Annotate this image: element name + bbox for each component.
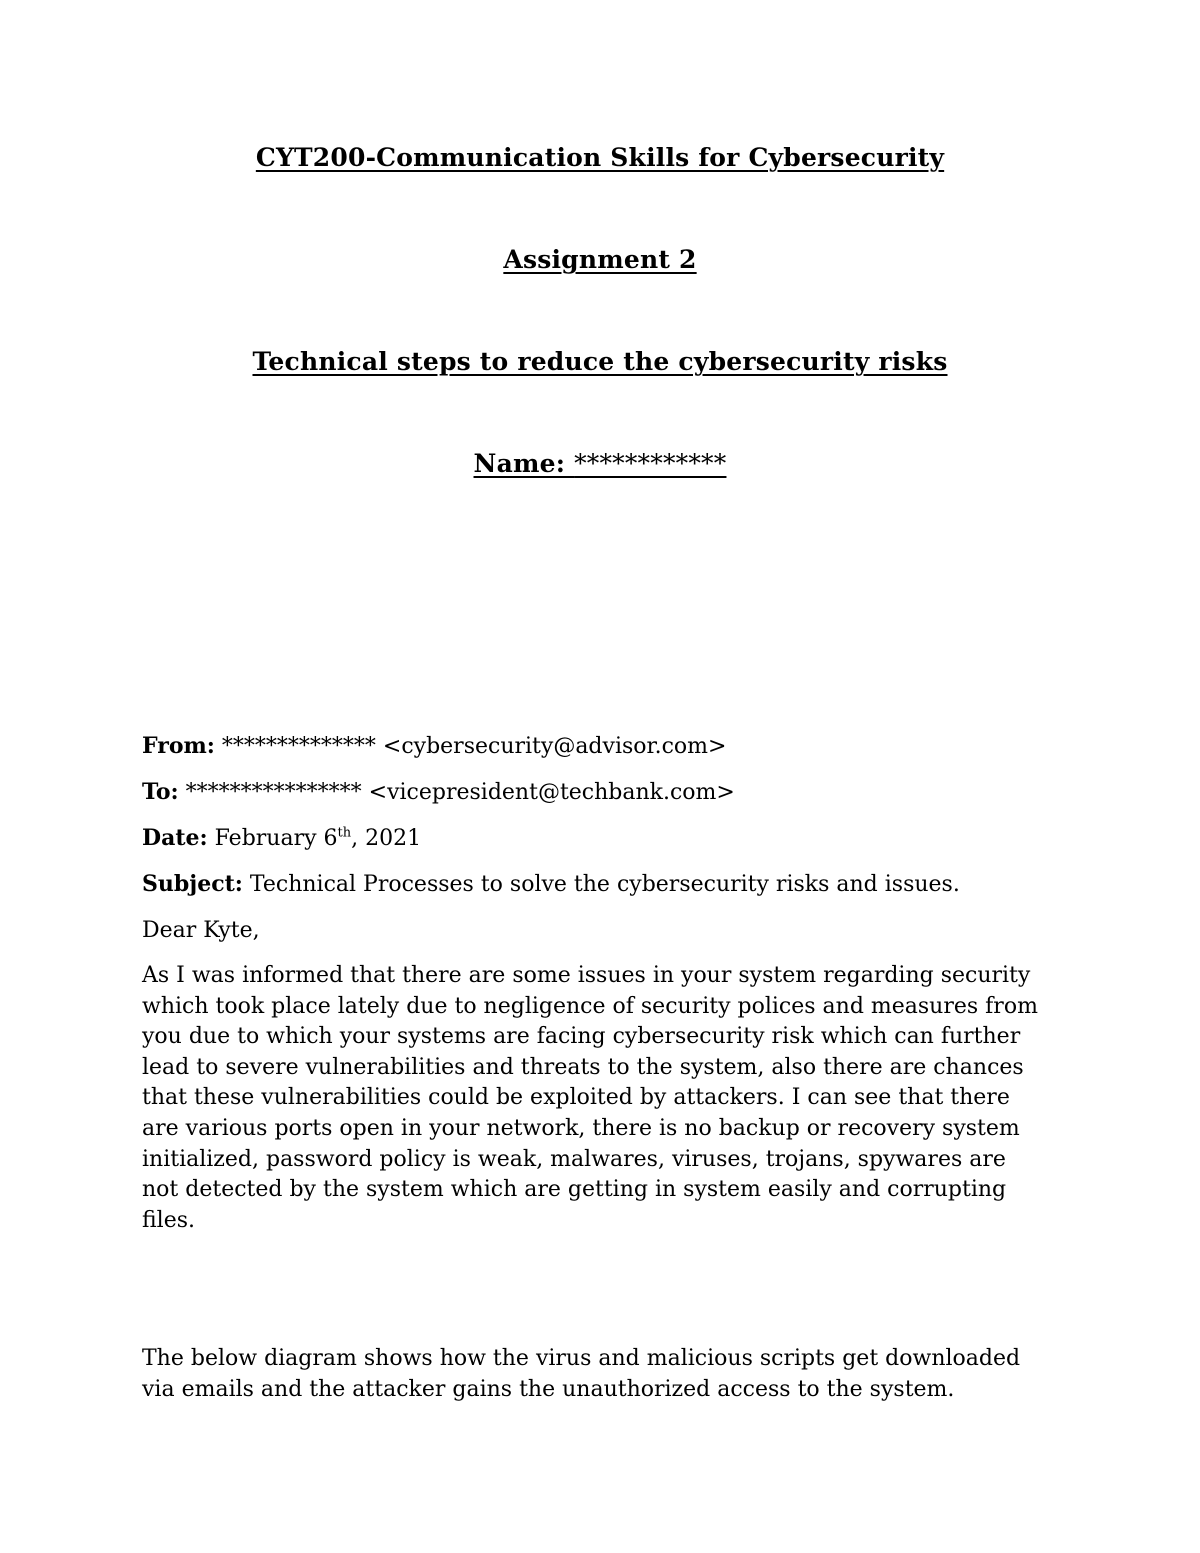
to-line	[142, 777, 1102, 808]
from-label: From:	[142, 733, 215, 759]
body-paragraph-2	[142, 1344, 1072, 1405]
paragraph-line: The below diagram shows how the virus and malicious scripts get downloaded	[142, 1346, 1021, 1371]
body-paragraph-1	[142, 961, 1072, 1236]
subject-line	[142, 869, 1102, 900]
paragraph-line: files.	[142, 1207, 196, 1233]
name-value: ************	[574, 449, 727, 478]
to-value: **************** <vicepresident@techbank.com>	[178, 780, 735, 805]
greeting: Dear Kyte,	[142, 918, 260, 943]
date-line	[142, 823, 1102, 854]
date-label: Date:	[142, 825, 208, 851]
paragraph-line: initialized, password policy is weak, malwares, viruses, trojans, spywares are	[142, 1146, 1006, 1172]
subject-value: Technical Processes to solve the cybersecurity risks and issues.	[242, 872, 960, 897]
from-line	[142, 731, 1102, 762]
name-line	[0, 449, 1200, 478]
assignment-title: Assignment 2	[503, 245, 697, 274]
paragraph-line: are various ports open in your network, there is no backup or recovery system	[142, 1115, 1020, 1141]
paragraph-line: you due to which your systems are facing cybersecurity risk which can further	[142, 1024, 1021, 1050]
to-label: To:	[142, 779, 179, 805]
paragraph-line: via emails and the attacker gains the unauthorized access to the system.	[142, 1376, 955, 1402]
paragraph-line: lead to severe vulnerabilities and threats to the system, also there are chances	[142, 1054, 1024, 1080]
name-label: Name:	[473, 449, 575, 478]
from-value: ************** <cybersecurity@advisor.com>	[214, 734, 727, 759]
paragraph-line: not detected by the system which are getting in system easily and corrupting	[142, 1177, 1007, 1203]
course-title: CYT200-Communication Skills for Cybersecurity	[255, 143, 945, 172]
paragraph-line: which took place lately due to negligence of security polices and measures from	[142, 993, 1038, 1019]
paragraph-line: As I was informed that there are some issues in your system regarding security	[142, 963, 1031, 988]
date-superscript: th	[337, 825, 352, 841]
date-prefix: February 6	[207, 826, 338, 851]
paragraph-line: that these vulnerabilities could be exploited by attackers. I can see that there	[142, 1085, 1010, 1111]
date-suffix: , 2021	[351, 826, 422, 851]
subject-label: Subject:	[142, 871, 243, 897]
topic-title: Technical steps to reduce the cybersecurity risks	[252, 347, 948, 376]
